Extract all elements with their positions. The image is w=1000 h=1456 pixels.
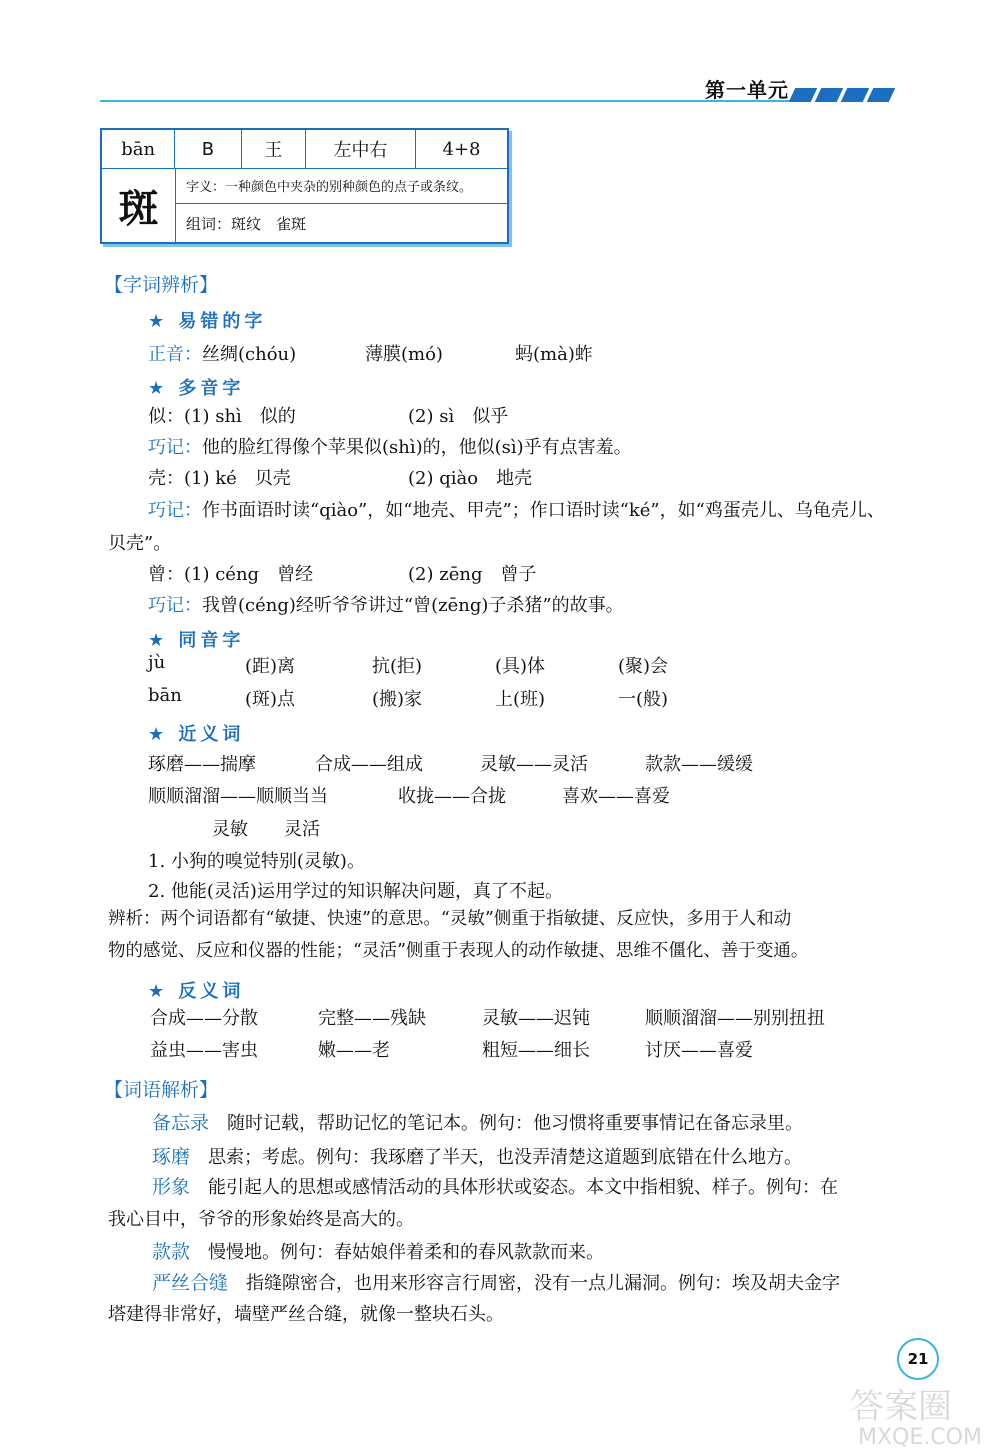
homophone-item: 一(般) bbox=[618, 689, 669, 710]
card-strokes: 4+8 bbox=[442, 138, 481, 160]
term-definition: 指缝隙密合，也用来形容言行周密，没有一点儿漏洞。例句：埃及胡夫金字 bbox=[246, 1273, 841, 1294]
term-entry bbox=[152, 1142, 802, 1169]
pronunciation-label: 正音： bbox=[148, 344, 202, 365]
term-definition: 随时记载，帮助记忆的笔记本。例句：他习惯将重要事情记在备忘录里。 bbox=[227, 1113, 804, 1134]
ke-mnemonic bbox=[148, 496, 885, 522]
homophone-pinyin: bān bbox=[148, 685, 182, 706]
svg-text:MXQE.COM: MXQE.COM bbox=[858, 1425, 982, 1450]
header-stripes bbox=[792, 88, 912, 104]
subheading-error-prone: ★ 易错的字 bbox=[148, 311, 267, 332]
term-label: 严丝合缝 bbox=[152, 1272, 229, 1294]
si-mnemonic-text: 他的脸红得像个苹果似(shì)的，他似(sì)乎有点害羞。 bbox=[202, 437, 632, 458]
mnemonic-label: 巧记： bbox=[148, 500, 202, 521]
homophone-item: 抗(拒) bbox=[372, 656, 423, 677]
card-character: 斑 bbox=[102, 168, 176, 242]
card-structure: 左中右 bbox=[306, 130, 416, 168]
synonym-choices: 灵敏 灵活 bbox=[212, 819, 320, 840]
synonym-pair: 喜欢——喜爱 bbox=[562, 786, 670, 807]
antonym-pair: 粗短——细长 bbox=[482, 1040, 590, 1061]
card-initial: B bbox=[175, 130, 241, 168]
ke-mnemonic-cont: 贝壳”。 bbox=[108, 533, 172, 554]
ceng-reading-1: 曾：(1) céng 曾经 bbox=[148, 564, 314, 585]
term-label: 琢磨 bbox=[152, 1146, 191, 1168]
card-pinyin: bān bbox=[102, 130, 175, 168]
synonym-pair: 款款——缓缓 bbox=[645, 754, 753, 775]
term-label: 备忘录 bbox=[152, 1112, 210, 1134]
section-title-word-explanation: 【词语解析】 bbox=[104, 1079, 219, 1101]
si-reading-2: (2) sì 似乎 bbox=[408, 406, 509, 427]
synonym-pair: 合成——组成 bbox=[315, 754, 423, 775]
homophone-item: (斑)点 bbox=[245, 689, 296, 710]
antonym-pair: 合成——分散 bbox=[150, 1008, 258, 1029]
character-card bbox=[100, 128, 509, 244]
antonym-pair: 完整——残缺 bbox=[318, 1008, 426, 1029]
synonym-pair: 灵敏——灵活 bbox=[480, 754, 588, 775]
subheading-polyphonic: ★ 多音字 bbox=[148, 378, 245, 399]
section-title-analysis: 【字词辨析】 bbox=[104, 274, 219, 296]
mnemonic-label: 巧记： bbox=[148, 595, 202, 616]
unit-title: 第一单元 bbox=[705, 78, 789, 102]
antonym-pair: 顺顺溜溜——别别扭扭 bbox=[645, 1008, 825, 1029]
pronunciation-item-1: 丝绸(chóu) bbox=[202, 344, 297, 365]
watermark-logo-icon bbox=[840, 1380, 990, 1450]
term-definition-cont: 我心目中，爷爷的形象始终是高大的。 bbox=[108, 1209, 414, 1230]
pronunciation-line bbox=[148, 340, 296, 366]
synonym-pair: 顺顺溜溜——顺顺当当 bbox=[148, 786, 328, 807]
term-label: 形象 bbox=[152, 1176, 191, 1198]
term-entry bbox=[152, 1172, 838, 1199]
homophone-item: (具)体 bbox=[495, 656, 546, 677]
synonym-pair: 琢磨——揣摩 bbox=[148, 754, 256, 775]
synonym-analysis-2: 物的感觉、反应和仪器的性能；“灵活”侧重于表现人的动作敏捷、思维不僵化、善于变通。 bbox=[108, 941, 809, 961]
synonym-analysis-1: 辨析：两个词语都有“敏捷、快速”的意思。“灵敏”侧重于指敏捷、反应快，多用于人和动 bbox=[108, 909, 792, 929]
homophone-item: (搬)家 bbox=[372, 689, 423, 710]
si-mnemonic bbox=[148, 433, 632, 459]
si-reading-1: 似：(1) shì 似的 bbox=[148, 406, 296, 427]
card-meaning: 字义：一种颜色中夹杂的别种颜色的点子或条纹。 bbox=[176, 168, 507, 204]
ke-mnemonic-text: 作书面语时读“qiào”，如“地壳、甲壳”；作口语时读“ké”，如“鸡蛋壳儿、乌龟壳儿、 bbox=[202, 500, 885, 521]
ke-reading-2: (2) qiào 地壳 bbox=[408, 468, 533, 489]
antonym-pair: 益虫——害虫 bbox=[150, 1040, 258, 1061]
homophone-item: 上(班) bbox=[495, 689, 546, 710]
term-definition: 能引起人的思想或感情活动的具体形状或姿态。本文中指相貌、样子。例句：在 bbox=[208, 1177, 839, 1198]
homophone-item: (聚)会 bbox=[618, 656, 669, 677]
header-rule bbox=[100, 100, 790, 102]
synonym-example-2: 2. 他能(灵活)运用学过的知识解决问题，真了不起。 bbox=[148, 881, 563, 902]
pronunciation-item-3: 蚂(mà)蚱 bbox=[515, 344, 593, 365]
antonym-pair: 灵敏——迟钝 bbox=[482, 1008, 590, 1029]
synonym-example-1: 1. 小狗的嗅觉特别(灵敏)。 bbox=[148, 851, 365, 872]
svg-text:答案圈: 答案圈 bbox=[850, 1387, 952, 1427]
term-definition-cont: 塔建得非常好，墙壁严丝合缝，就像一整块石头。 bbox=[108, 1304, 504, 1325]
card-words: 组词：斑纹 雀斑 bbox=[186, 215, 307, 233]
term-definition: 思索；考虑。例句：我琢磨了半天，也没弄清楚这道题到底错在什么地方。 bbox=[208, 1147, 803, 1168]
homophone-item: (距)离 bbox=[245, 656, 296, 677]
homophone-pinyin: jù bbox=[148, 652, 166, 673]
subheading-antonyms: ★ 反义词 bbox=[148, 981, 245, 1002]
card-radical: 王 bbox=[242, 130, 306, 168]
term-label: 款款 bbox=[152, 1241, 191, 1263]
subheading-homophones: ★ 同音字 bbox=[148, 630, 245, 651]
ceng-mnemonic bbox=[148, 591, 624, 617]
page-number: 21 bbox=[897, 1338, 939, 1380]
ceng-reading-2: (2) zēng 曾子 bbox=[408, 564, 537, 585]
pronunciation-item-2: 薄膜(mó) bbox=[365, 344, 443, 365]
term-definition: 慢慢地。例句：春姑娘伴着柔和的春风款款而来。 bbox=[208, 1242, 605, 1263]
ceng-mnemonic-text: 我曾(céng)经听爷爷讲过“曾(zēng)子杀猪”的故事。 bbox=[202, 595, 624, 616]
subheading-synonyms: ★ 近义词 bbox=[148, 724, 245, 745]
synonym-pair: 收拢——合拢 bbox=[398, 786, 506, 807]
watermark bbox=[840, 1380, 990, 1450]
term-entry bbox=[152, 1108, 803, 1135]
antonym-pair: 讨厌——喜爱 bbox=[645, 1040, 753, 1061]
ke-reading-1: 壳：(1) ké 贝壳 bbox=[148, 468, 291, 489]
antonym-pair: 嫩——老 bbox=[318, 1040, 390, 1061]
term-entry bbox=[152, 1237, 604, 1264]
mnemonic-label: 巧记： bbox=[148, 437, 202, 458]
term-entry bbox=[152, 1268, 840, 1295]
